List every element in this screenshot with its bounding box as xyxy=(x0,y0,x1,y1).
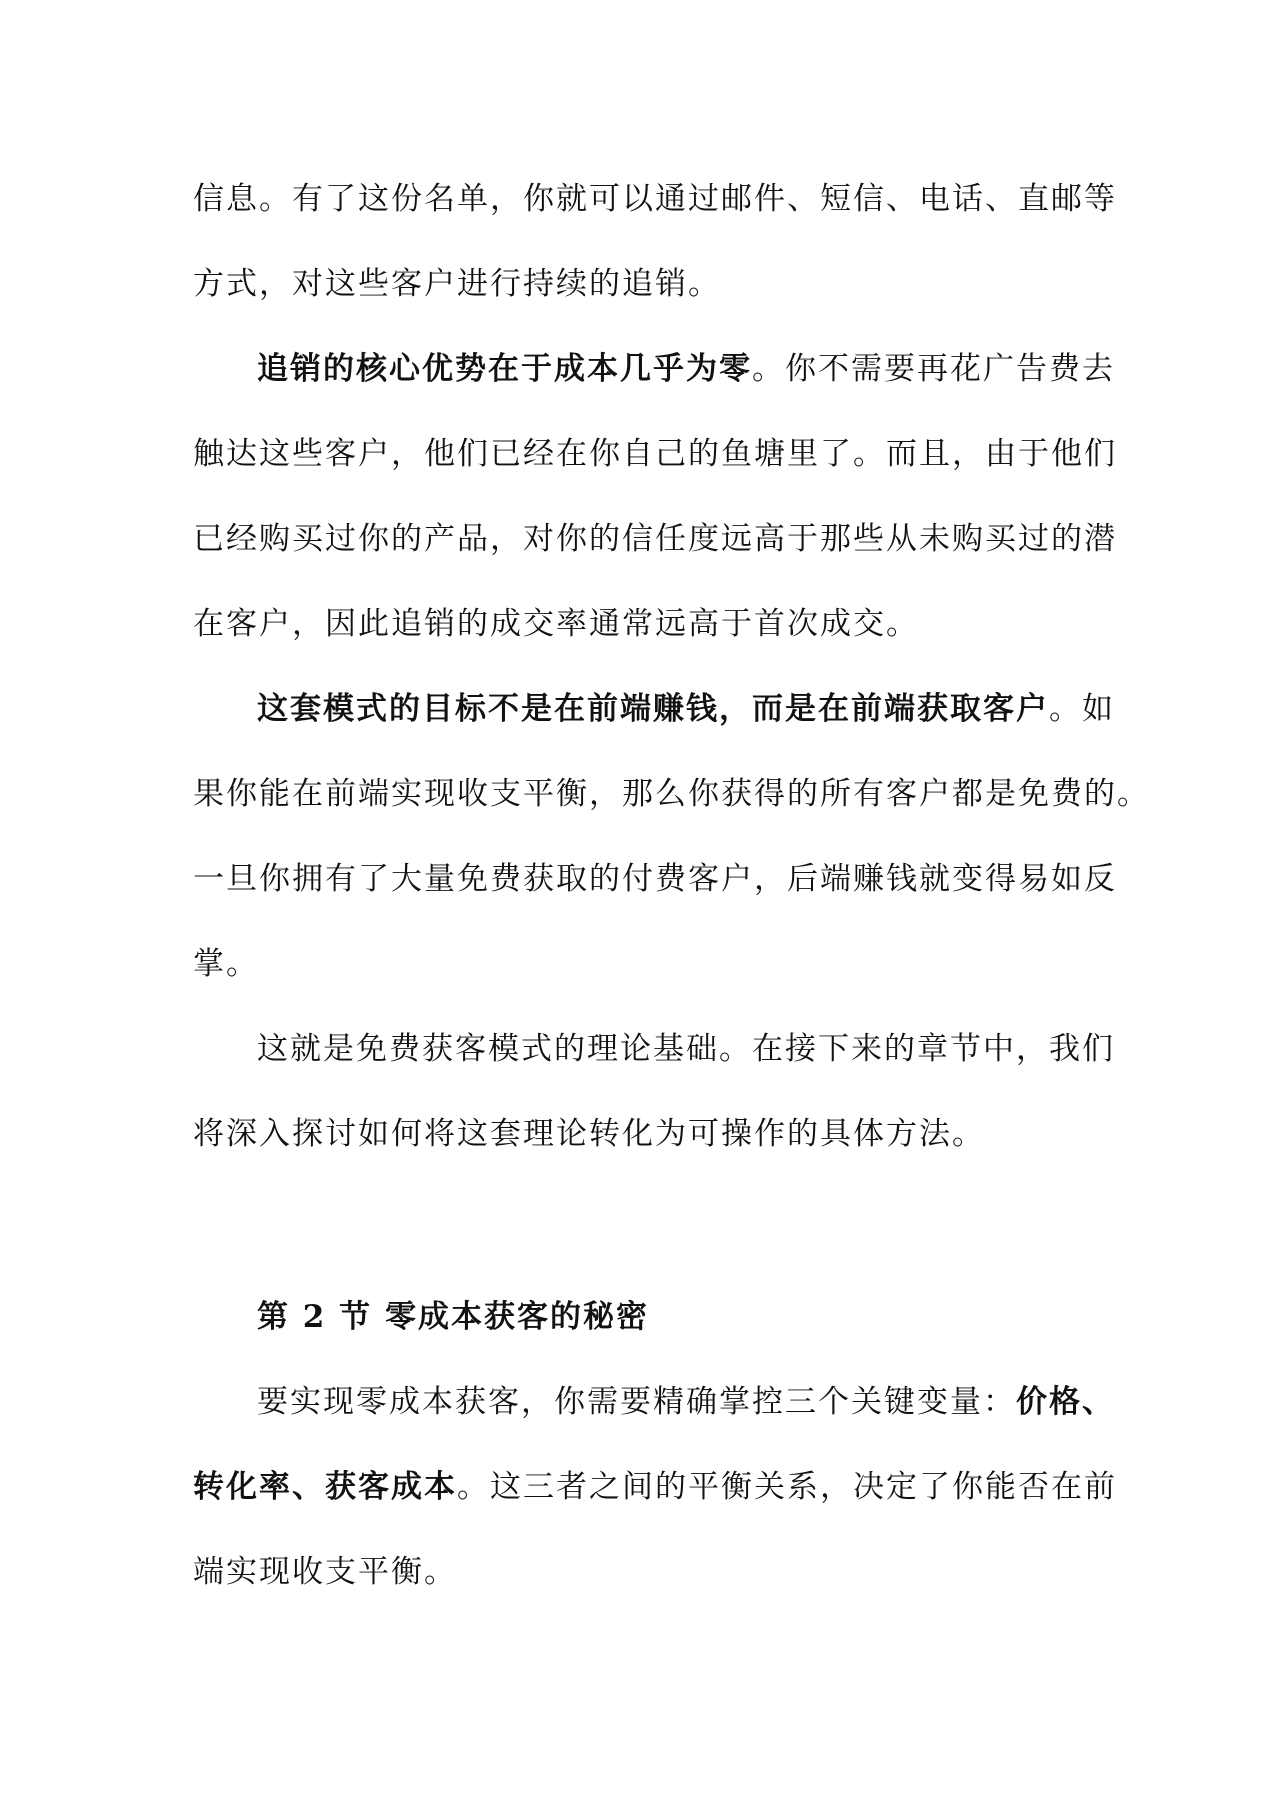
paragraph-2-line-4: 在客户，因此追销的成交率通常远高于首次成交。 xyxy=(193,606,919,642)
paragraph-5-line-1-start: 要实现零成本获客，你需要精确掌控三个关键变量： xyxy=(257,1384,1016,1420)
paragraph-4 xyxy=(193,1007,1115,1177)
paragraph-2-line-3: 已经购买过你的产品，对你的信任度远高于那些从未购买过的潜 xyxy=(193,521,1117,557)
paragraph-3-line-4: 掌。 xyxy=(193,946,259,982)
paragraph-3-line-3: 一旦你拥有了大量免费获取的付费客户，后端赚钱就变得易如反 xyxy=(193,861,1117,897)
paragraph-1-line-2: 方式，对这些客户进行持续的追销。 xyxy=(193,266,721,302)
paragraph-5-bold-terms-1: 价格、 xyxy=(1016,1384,1115,1420)
paragraph-5-bold-terms-2: 转化率、获客成本 xyxy=(193,1469,457,1505)
paragraph-2-line-1-rest: 。你不需要再花广告费去 xyxy=(752,351,1115,387)
paragraph-3-line-1-rest: 。如 xyxy=(1049,691,1115,727)
section-heading: 第 2 节 零成本获客的秘密 xyxy=(257,1299,649,1335)
paragraph-2 xyxy=(193,327,1117,667)
paragraph-3 xyxy=(193,667,1150,1007)
paragraph-3-line-1 xyxy=(193,667,1115,752)
paragraph-5 xyxy=(193,1360,1117,1615)
paragraph-2-line-2: 触达这些客户，他们已经在你自己的鱼塘里了。而且，由于他们 xyxy=(193,436,1117,472)
paragraph-1-line-1: 信息。有了这份名单，你就可以通过邮件、短信、电话、直邮等 xyxy=(193,181,1117,217)
paragraph-5-line-3: 端实现收支平衡。 xyxy=(193,1554,457,1590)
paragraph-4-line-2: 将深入探讨如何将这套理论转化为可操作的具体方法。 xyxy=(193,1116,985,1152)
paragraph-4-line-1: 这就是免费获客模式的理论基础。在接下来的章节中，我们 xyxy=(257,1031,1115,1067)
paragraph-5-line-2 xyxy=(193,1445,1117,1530)
paragraph-1 xyxy=(193,157,1117,327)
paragraph-2-line-1 xyxy=(193,327,1115,412)
paragraph-5-line-2-rest: 。这三者之间的平衡关系，决定了你能否在前 xyxy=(457,1469,1117,1505)
paragraph-3-bold-lead: 这套模式的目标不是在前端赚钱，而是在前端获取客户 xyxy=(257,691,1049,727)
paragraph-5-line-1 xyxy=(193,1360,1115,1445)
paragraph-2-bold-lead: 追销的核心优势在于成本几乎为零 xyxy=(257,351,752,387)
paragraph-3-line-2: 果你能在前端实现收支平衡，那么你获得的所有客户都是免费的。 xyxy=(193,776,1150,812)
